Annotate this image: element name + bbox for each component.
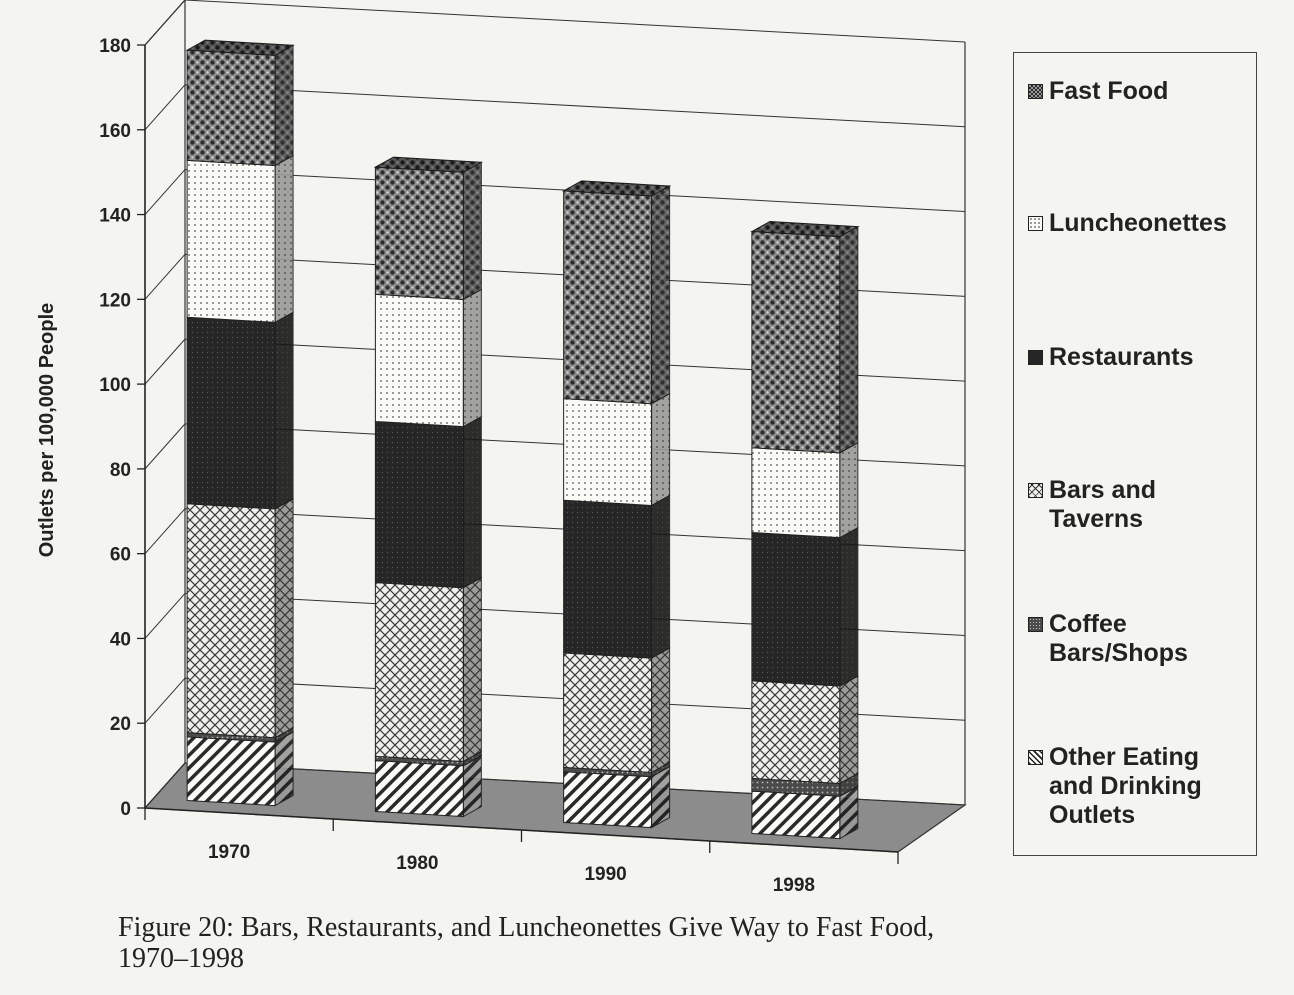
figure-caption — [118, 912, 1218, 974]
legend-swatch — [1028, 617, 1043, 632]
y-tick-label: 120 — [99, 290, 131, 312]
side-gridline — [145, 593, 185, 638]
legend-swatch — [1028, 750, 1043, 765]
bar-segment-1998-luncheonettes — [752, 443, 858, 538]
legend-label: Other Eating and Drinking Outlets — [1049, 743, 1202, 829]
x-tick-label-1998: 1998 — [772, 874, 816, 896]
legend-item-bars-and-taverns — [1028, 476, 1156, 534]
side-gridline — [145, 678, 185, 723]
y-tick-label: 40 — [109, 629, 131, 651]
bar-segment-1970-restaurants — [187, 312, 293, 509]
legend-swatch — [1028, 350, 1043, 365]
legend-swatch — [1028, 483, 1043, 498]
bar-segment-1970-bars-and-taverns — [187, 499, 293, 738]
bar-segment-1998-bars-and-taverns — [752, 676, 858, 783]
x-tick-label-1990: 1990 — [584, 863, 627, 885]
side-gridline — [145, 509, 185, 554]
bar-segment-1990-fast-food — [564, 181, 670, 404]
legend-label: Fast Food — [1049, 77, 1169, 105]
y-tick-label: 180 — [99, 36, 131, 57]
bars-layer — [187, 40, 858, 838]
bar-segment-1998-restaurants — [752, 528, 858, 686]
bar-segment-1970-other-eating-and-drinking-outlets — [187, 732, 293, 806]
bar-segment-1998-fast-food — [752, 222, 858, 453]
x-tick-label-1970: 1970 — [207, 841, 251, 863]
legend-label: Coffee Bars/Shops — [1049, 610, 1188, 667]
caption-line-1: Figure 20: Bars, Restaurants, and Luncheonettes Give Way to Fast Food, — [118, 912, 935, 943]
side-gridline — [145, 170, 185, 215]
legend-label: Luncheonettes — [1049, 209, 1227, 237]
legend-item-luncheonettes — [1028, 209, 1227, 238]
legend-swatch — [1028, 84, 1043, 99]
bar-segment-1980-luncheonettes — [375, 289, 481, 426]
bar-segment-1990-bars-and-taverns — [564, 648, 670, 772]
side-gridline — [145, 339, 185, 384]
bar-segment-1980-restaurants — [375, 417, 481, 588]
legend-item-fast-food — [1028, 77, 1168, 106]
side-gridline — [145, 85, 185, 130]
legend-item-other-eating-and-drinking-outlets — [1028, 743, 1202, 830]
side-gridline — [145, 254, 185, 299]
y-tick-label: 140 — [99, 205, 131, 227]
y-tick-label: 60 — [109, 544, 131, 566]
bar-segment-1970-luncheonettes — [187, 156, 293, 323]
legend-label: Restaurants — [1049, 343, 1194, 371]
x-tick-label-1980: 1980 — [396, 852, 439, 874]
side-gridline — [145, 0, 185, 45]
caption-line-2: 1970–1998 — [118, 943, 244, 974]
y-tick-label: 100 — [99, 375, 131, 397]
chart-side-wall — [145, 0, 185, 808]
side-gridline — [145, 424, 185, 469]
legend — [1013, 52, 1257, 856]
bar-segment-1980-bars-and-taverns — [375, 578, 481, 762]
y-tick-label: 0 — [120, 799, 131, 820]
legend-item-coffee-bars-shops — [1028, 610, 1188, 668]
legend-swatch — [1028, 216, 1043, 231]
y-tick-label: 80 — [109, 459, 131, 481]
y-tick-label: 160 — [99, 120, 131, 142]
back-gridline — [185, 0, 965, 42]
legend-label: Bars and Taverns — [1049, 476, 1156, 533]
y-axis-label: Outlets per 100,000 People — [36, 302, 58, 558]
back-gridline — [185, 85, 965, 127]
y-tick-label: 20 — [109, 714, 131, 736]
bar-segment-1970-fast-food — [187, 40, 293, 165]
bar-segment-1990-luncheonettes — [564, 394, 670, 506]
bar-segment-1980-fast-food — [375, 157, 481, 299]
bar-segment-1990-restaurants — [564, 495, 670, 658]
legend-item-restaurants — [1028, 343, 1194, 372]
